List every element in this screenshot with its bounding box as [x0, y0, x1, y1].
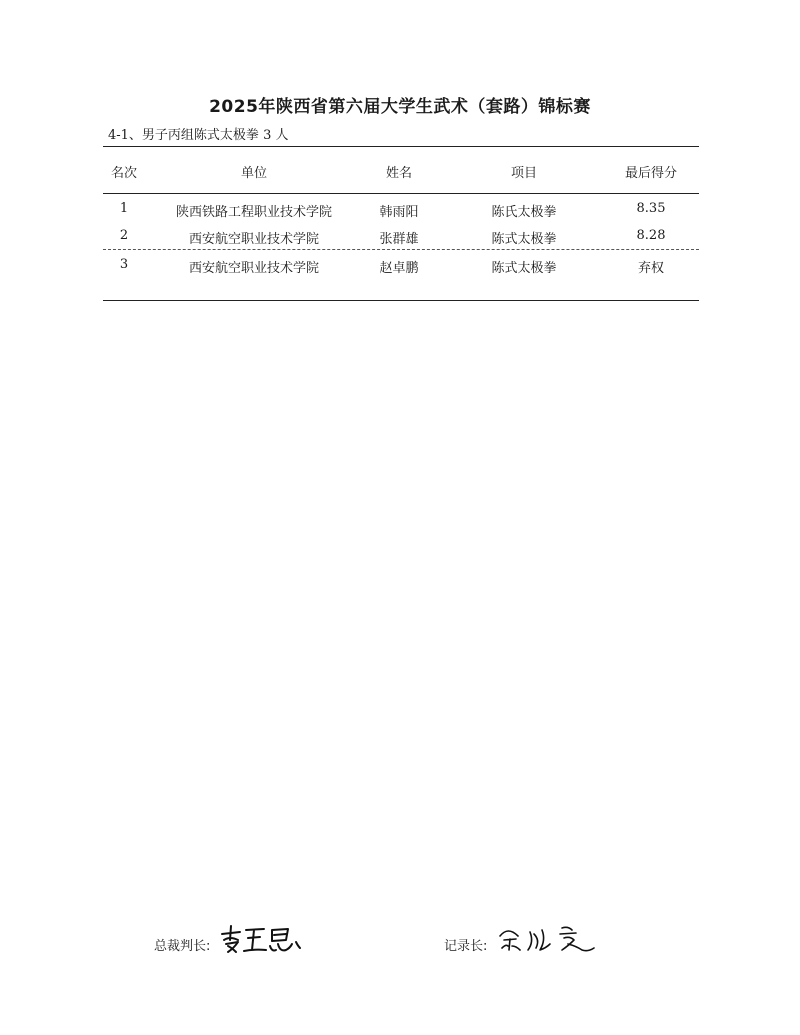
chief-judge-signature-block [154, 928, 304, 958]
chief-judge-signature-image [218, 922, 304, 956]
table-top-rule [103, 146, 699, 147]
header-unit: 单位 [240, 166, 267, 181]
header-rank: 名次 [110, 166, 137, 181]
cell-unit: 陕西铁路工程职业技术学院 [175, 205, 332, 220]
cell-event: 陈式太极拳 [491, 261, 557, 276]
table-header-row [103, 162, 699, 182]
chief-judge-label: 总裁判长: [154, 939, 211, 954]
recorder-signature-image [496, 922, 596, 956]
recorder-label: 记录长: [444, 939, 488, 954]
cell-score: 弃权 [637, 261, 664, 276]
cell-unit: 西安航空职业技术学院 [188, 261, 319, 276]
cell-name: 张群雄 [379, 232, 419, 247]
header-score: 最后得分 [624, 166, 677, 181]
table-row [103, 257, 699, 277]
recorder-signature-block [444, 928, 594, 958]
event-subtitle: 4-1、男子丙组陈式太极拳 3 人 [108, 128, 289, 143]
cell-unit: 西安航空职业技术学院 [188, 232, 319, 247]
cell-score: 8.35 [636, 201, 666, 216]
cell-rank: 2 [119, 228, 129, 243]
header-event: 项目 [510, 166, 537, 181]
header-name: 姓名 [385, 166, 412, 181]
cell-event: 陈氏太极拳 [491, 205, 557, 220]
cell-rank: 3 [119, 257, 129, 272]
document-title: 2025年陕西省第六届大学生武术（套路）锦标赛 [209, 97, 591, 117]
cell-score: 8.28 [636, 228, 666, 243]
table-header-rule [103, 193, 699, 194]
cell-event: 陈式太极拳 [491, 232, 557, 247]
table-bottom-rule [103, 300, 699, 301]
table-row [103, 228, 699, 248]
table-row [103, 201, 699, 221]
cell-name: 赵卓鹏 [379, 261, 419, 276]
cell-rank: 1 [119, 201, 129, 216]
table-dashed-divider [103, 249, 699, 250]
cell-name: 韩雨阳 [379, 205, 419, 220]
